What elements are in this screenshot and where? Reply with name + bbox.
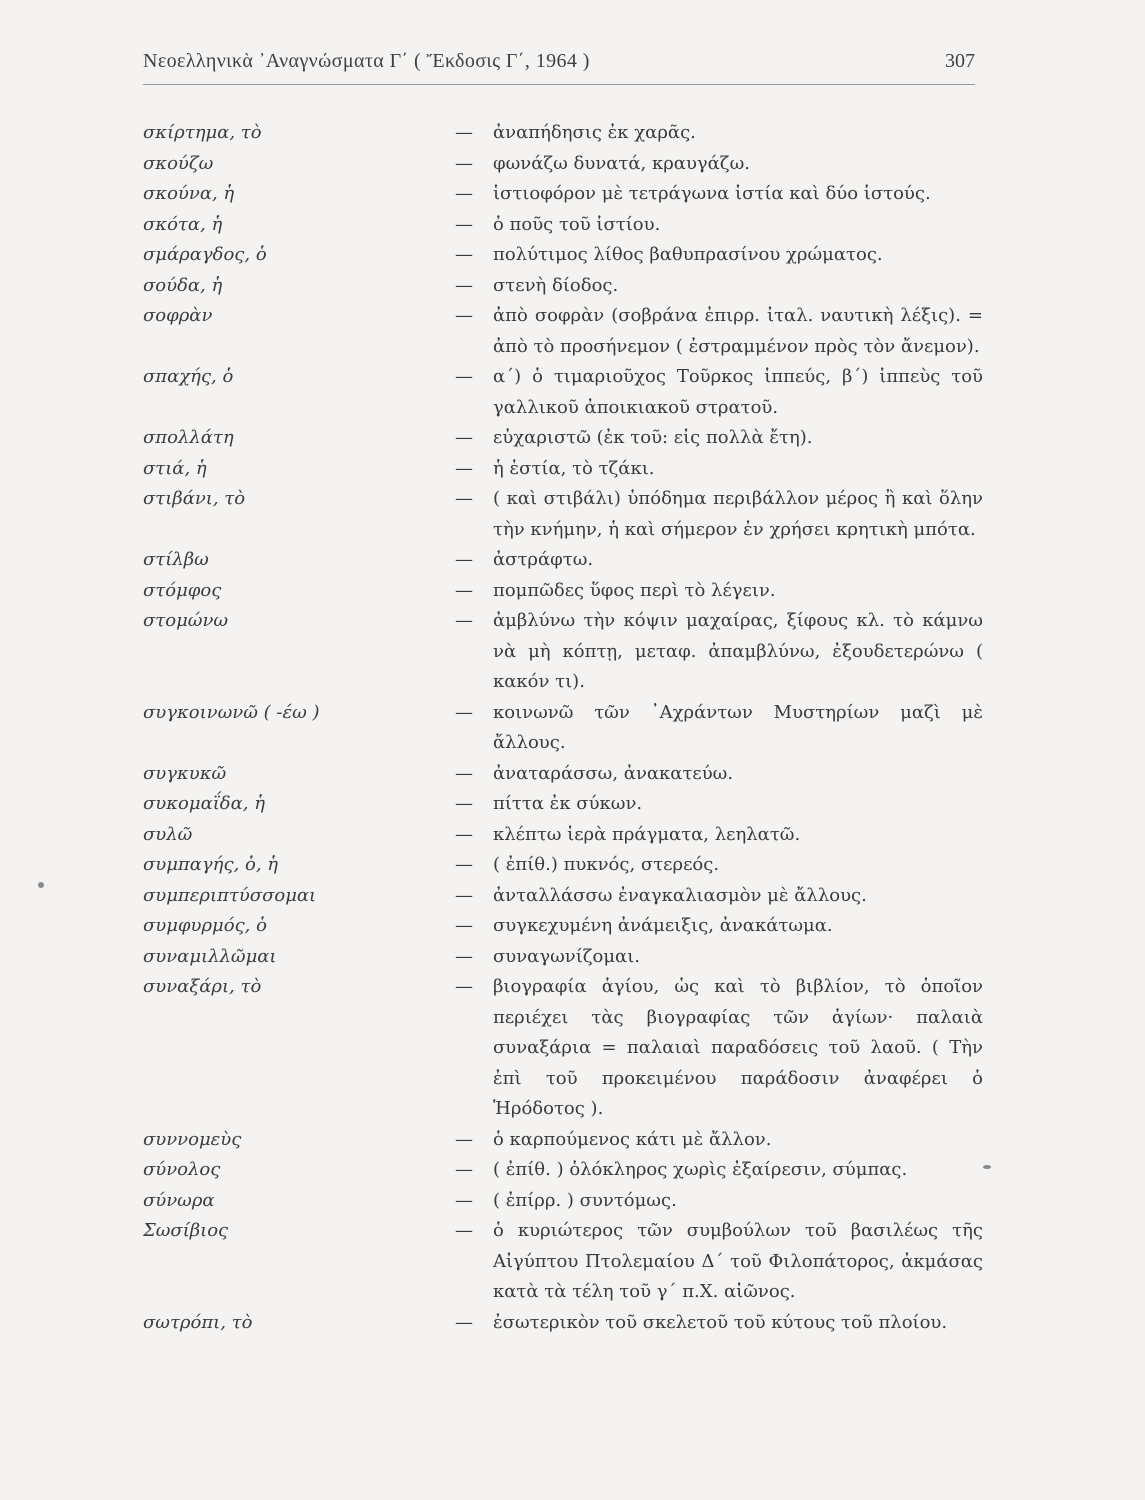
entry-definition: πολύτιμος λίθος βαθυπρασίνου χρώματος.	[493, 244, 883, 265]
entry-term: σοφρὰν	[143, 305, 213, 326]
glossary-entry: σύνωρα — ( ἐπίρρ. ) συντόμως.	[143, 1186, 983, 1217]
entry-term: σκούζω	[143, 152, 214, 174]
entry-term: στιά, ἡ	[143, 457, 207, 479]
entry-definition: στενὴ δίοδος.	[493, 274, 619, 296]
glossary-entry: σύνολος — ( ἐπίθ. ) ὁλόκληρος χωρὶς ἐξαίρεσιν, σύμπας.	[143, 1155, 983, 1186]
entry-definition: ( καὶ στιβάλι) ὑπόδημα περιβάλλον μέρος ἢ καὶ ὅλην τὴν κνήμην, ἡ καὶ σήμερον ἐν χρήσει κρητικὴ μπότα.	[493, 488, 983, 540]
entry-definition: ὁ κυριώτερος τῶν συμβούλων τοῦ βασιλέως τῆς Αἰγύπτου Πτολεμαίου Δ΄ τοῦ Φιλοπάτορος, ἀκμάσας κατὰ τὰ τέλη τοῦ γ΄ π.Χ. αἰῶνος.	[493, 1220, 983, 1302]
glossary-entry: συμπαγής, ὁ, ἡ — ( ἐπίθ.) πυκνός, στερεός.	[143, 850, 983, 881]
entry-definition: ( ἐπίθ. ) ὁλόκληρος χωρὶς ἐξαίρεσιν, σύμπας.	[493, 1159, 908, 1180]
entry-definition: ἀναταράσσω, ἀνακατεύω.	[493, 762, 734, 784]
entry-term: σκίρτημα, τὸ	[143, 122, 262, 143]
entry-definition: α΄) ὁ τιμαριοῦχος Τοῦρκος ἱππεύς, β΄) ἱππεὺς τοῦ γαλλικοῦ ἀποικιακοῦ στρατοῦ.	[493, 366, 983, 418]
entry-definition: ἱστιοφόρον μὲ τετράγωνα ἱστία καὶ δύο ἱστούς.	[493, 183, 931, 204]
entry-term: συμφυρμός, ὁ	[143, 915, 267, 936]
entry-definition: κλέπτω ἱερὰ πράγματα, λεηλατῶ.	[493, 823, 801, 845]
glossary-entry: σκίρτημα, τὸ — ἀναπήδησις ἐκ χαρᾶς.	[143, 118, 983, 149]
glossary-entry: σκούνα, ἡ — ἱστιοφόρον μὲ τετράγωνα ἱστία καὶ δύο ἱστούς.	[143, 179, 983, 210]
entry-definition: ὁ καρπούμενος κάτι μὲ ἄλλον.	[493, 1128, 772, 1150]
entry-definition: ἀναπήδησις ἐκ χαρᾶς.	[493, 122, 696, 143]
entry-term: σύνολος	[143, 1159, 221, 1180]
entry-term: σπολλάτη	[143, 427, 234, 448]
entry-term: Σωσίβιος	[143, 1220, 229, 1241]
entry-definition: φωνάζω δυνατά, κραυγάζω.	[493, 152, 750, 174]
entry-definition: κοινωνῶ τῶν ᾿Αχράντων Μυστηρίων μαζὶ μὲ ἄλλους.	[493, 701, 983, 753]
entry-definition: συγκεχυμένη ἀνάμειξις, ἀνακάτωμα.	[493, 915, 833, 936]
entry-definition: ἀνταλλάσσω ἐναγκαλιασμὸν μὲ ἄλλους.	[493, 884, 867, 906]
entry-term: σκότα, ἡ	[143, 213, 223, 235]
entry-term: συννομεὺς	[143, 1128, 242, 1150]
scan-speck	[983, 1165, 991, 1169]
glossary-entry: Σωσίβιος — ὁ κυριώτερος τῶν συμβούλων τοῦ βασιλέως τῆς Αἰγύπτου Πτολεμαίου Δ΄ τοῦ Φιλοπάτορος, ἀκμάσας κατὰ τὰ τέλη τοῦ γ΄ π.Χ. αἰῶνος.	[143, 1216, 983, 1308]
entry-definition: εὐχαριστῶ (ἐκ τοῦ: εἰς πολλὰ ἔτη).	[493, 427, 813, 448]
glossary-entry: σούδα, ἡ — στενὴ δίοδος.	[143, 271, 983, 302]
glossary-entry: σοφρὰν — ἀπὸ σοφρὰν (σοβράνα ἐπιρρ. ἰταλ. ναυτικὴ λέξις). = ἀπὸ τὸ προσήνεμον ( ἐστραμμένον πρὸς τὸν ἄνεμον).	[143, 301, 983, 362]
entry-term: σπαχής, ὁ	[143, 366, 234, 387]
entry-term: συγκοινωνῶ ( -έω )	[143, 701, 320, 723]
glossary-entry: συναμιλλῶμαι — συναγωνίζομαι.	[143, 942, 983, 973]
glossary-entry: σπολλάτη — εὐχαριστῶ (ἐκ τοῦ: εἰς πολλὰ ἔτη).	[143, 423, 983, 454]
entry-term: σούδα, ἡ	[143, 274, 223, 296]
scan-speck	[38, 882, 44, 888]
entry-term: σύνωρα	[143, 1189, 215, 1211]
glossary-entry: στιβάνι, τὸ — ( καὶ στιβάλι) ὑπόδημα περιβάλλον μέρος ἢ καὶ ὅλην τὴν κνήμην, ἡ καὶ σήμερον ἐν χρήσει κρητικὴ μπότα.	[143, 484, 983, 545]
glossary-entry: συκομαΐδα, ἡ — πίττα ἐκ σύκων.	[143, 789, 983, 820]
glossary-entry: σκότα, ἡ — ὁ ποῦς τοῦ ἱστίου.	[143, 210, 983, 241]
entry-definition: πίττα ἐκ σύκων.	[493, 793, 643, 814]
glossary-entry: στομώνω — ἀμβλύνω τὴν κόψιν μαχαίρας, ξίφους κλ. τὸ κάμνω νὰ μὴ κόπτῃ, μεταφ. ἀπαμβλύνω, ἐξουδετερώνω ( κακόν τι).	[143, 606, 983, 698]
entry-definition: βιογραφία ἁγίου, ὡς καὶ τὸ βιβλίον, τὸ ὁποῖον περιέχει τὰς βιογραφίας τῶν ἁγίων· παλαιὰ συναξάρια = παλαιαὶ παραδόσεις τοῦ λαοῦ. ( Τὴν ἐπὶ τοῦ προκειμένου παράδοσιν ἀναφέρει ὁ Ἡρόδοτος ).	[493, 976, 983, 1119]
entry-term: συμπαγής, ὁ, ἡ	[143, 854, 279, 875]
entry-term: στόμφος	[143, 579, 222, 601]
entry-definition: ἀπὸ σοφρὰν (σοβράνα ἐπιρρ. ἰταλ. ναυτικὴ λέξις). = ἀπὸ τὸ προσήνεμον ( ἐστραμμένον πρὸς τὸν ἄνεμον).	[493, 305, 983, 357]
glossary-entry: συγκυκῶ — ἀναταράσσω, ἀνακατεύω.	[143, 759, 983, 790]
entry-term: σκούνα, ἡ	[143, 183, 235, 204]
glossary-entry: συλῶ — κλέπτω ἱερὰ πράγματα, λεηλατῶ.	[143, 820, 983, 851]
entry-term: συναμιλλῶμαι	[143, 945, 277, 967]
glossary-entry: συγκοινωνῶ ( -έω ) — κοινωνῶ τῶν ᾿Αχράντων Μυστηρίων μαζὶ μὲ ἄλλους.	[143, 698, 983, 759]
glossary-entry: συννομεὺς — ὁ καρπούμενος κάτι μὲ ἄλλον.	[143, 1125, 983, 1156]
glossary-entry: σκούζω — φωνάζω δυνατά, κραυγάζω.	[143, 149, 983, 180]
entry-definition: ἐσωτερικὸν τοῦ σκελετοῦ τοῦ κύτους τοῦ πλοίου.	[493, 1311, 948, 1333]
entry-term: συναξάρι, τὸ	[143, 976, 262, 997]
page-number: 307	[945, 50, 975, 72]
entry-term: συμπεριπτύσσομαι	[143, 884, 317, 906]
header-title: Νεοελληνικὰ ᾿Αναγνώσματα Γ΄ ( Ἔκδοσις Γ΄, 1964 )	[143, 50, 590, 72]
glossary-list	[143, 118, 983, 1338]
entry-term: σμάραγδος, ὁ	[143, 244, 267, 265]
running-header	[143, 50, 975, 82]
entry-definition: ( ἐπίθ.) πυκνός, στερεός.	[493, 854, 720, 875]
entry-term: συκομαΐδα, ἡ	[143, 793, 266, 814]
entry-term: συγκυκῶ	[143, 762, 227, 784]
glossary-entry: στιά, ἡ — ἡ ἑστία, τὸ τζάκι.	[143, 454, 983, 485]
glossary-entry: συμπεριπτύσσομαι — ἀνταλλάσσω ἐναγκαλιασμὸν μὲ ἄλλους.	[143, 881, 983, 912]
glossary-entry: σμάραγδος, ὁ — πολύτιμος λίθος βαθυπρασίνου χρώματος.	[143, 240, 983, 271]
glossary-entry: σωτρόπι, τὸ — ἐσωτερικὸν τοῦ σκελετοῦ τοῦ κύτους τοῦ πλοίου.	[143, 1308, 983, 1339]
entry-definition: ἡ ἑστία, τὸ τζάκι.	[493, 457, 655, 479]
glossary-entry: στόμφος — πομπῶδες ὕφος περὶ τὸ λέγειν.	[143, 576, 983, 607]
entry-definition: ὁ ποῦς τοῦ ἱστίου.	[493, 213, 661, 235]
header-rule	[143, 84, 975, 85]
entry-definition: πομπῶδες ὕφος περὶ τὸ λέγειν.	[493, 579, 776, 601]
entry-term: στιβάνι, τὸ	[143, 488, 246, 509]
entry-definition: ἀμβλύνω τὴν κόψιν μαχαίρας, ξίφους κλ. τὸ κάμνω νὰ μὴ κόπτῃ, μεταφ. ἀπαμβλύνω, ἐξουδετερώνω ( κακόν τι).	[493, 610, 983, 692]
entry-definition: συναγωνίζομαι.	[493, 945, 640, 967]
glossary-entry: συμφυρμός, ὁ — συγκεχυμένη ἀνάμειξις, ἀνακάτωμα.	[143, 911, 983, 942]
entry-term: σωτρόπι, τὸ	[143, 1311, 253, 1333]
glossary-entry: σπαχής, ὁ — α΄) ὁ τιμαριοῦχος Τοῦρκος ἱππεύς, β΄) ἱππεὺς τοῦ γαλλικοῦ ἀποικιακοῦ στρατοῦ.	[143, 362, 983, 423]
glossary-entry: στίλβω — ἀστράφτω.	[143, 545, 983, 576]
entry-definition: ( ἐπίρρ. ) συντόμως.	[493, 1189, 677, 1211]
glossary-entry: συναξάρι, τὸ — βιογραφία ἁγίου, ὡς καὶ τὸ βιβλίον, τὸ ὁποῖον περιέχει τὰς βιογραφίας τῶν ἁγίων· παλαιὰ συναξάρια = παλαιαὶ παραδόσεις τοῦ λαοῦ. ( Τὴν ἐπὶ τοῦ προκειμένου παράδοσιν ἀναφέρει ὁ Ἡρόδοτος ).	[143, 972, 983, 1125]
entry-term: συλῶ	[143, 823, 193, 845]
entry-term: στίλβω	[143, 549, 209, 570]
entry-definition: ἀστράφτω.	[493, 549, 594, 570]
entry-term: στομώνω	[143, 610, 229, 631]
